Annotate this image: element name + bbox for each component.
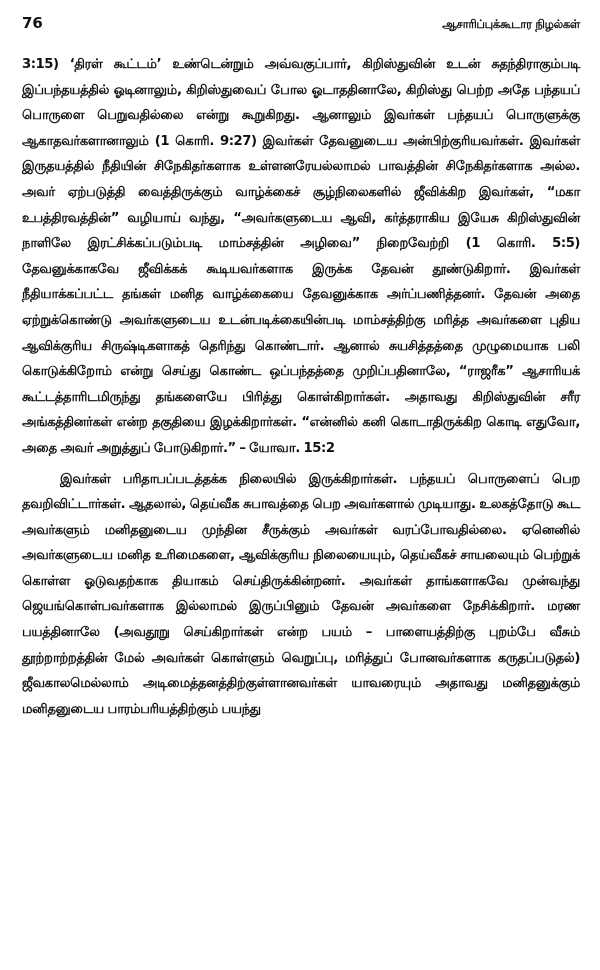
paragraph: இவர்கள் பரிதாபப்படத்தக்க நிலையில் இருக்கிறார்கள். பந்தயப் பொருளைப் பெற தவறிவிட்டார்கள். ஆதலால், தெய்வீக சுபாவத்தை பெற அவர்களால் முடியாது. உலகத்தோடு கூட அவர்களும் மனிதனுடைய முந்தின சீருக்கும் அவர்கள் வரப்போவதில்லை. ஏனெனில் அவர்களுடைய மனித உரிமைகளை, ஆவிக்குரிய நிலையையும், தெய்வீகச் சாயலையும் பெற்றுக் கொள்ள ஓடுவதற்காக தியாகம் செய்திருக்கின்றனர். அவர்கள் தாங்களாகவே முன்வந்து ஜெயங்கொள்பவர்களாக இல்லாமல் இருப்பினும் தேவன் அவர்களை நேசிக்கிறார். மரண பயத்தினாலே (அவதூறு செய்கிறார்கள் என்ற பயம் – பாளையத்திற்கு புறம்பே வீசும் தூற்றாற்றத்தின் மேல் அவர்கள் கொள்ளும் வெறுப்பு, மரித்துப் போனவர்களாக கருதப்படுதல்) ஜீவகாலமெல்லாம் அடிமைத்தனத்திற்குள்ளானவர்கள் யாவரையும் அதாவது மனிதனுக்கும் மனிதனுடைய பாரம்பரியத்திற்கும் பயந்து <box>22 471 580 717</box>
paragraph: 3:15) ‘திரள் கூட்டம்’ உண்டென்றும் அவ்வகுப்பார், கிறிஸ்துவின் உடன் சுதந்திராகும்படி இப்பந்தயத்தில் ஓடினாலும், கிறிஸ்துவைப் போல ஓடாததினாலே, கிறிஸ்து பெற்ற அதே பந்தயப் பொருளை பெறுவதில்லை என்று கூறுகிறது. ஆனாலும் இவர்கள் பந்தயப் பொருளுக்கு ஆகாதவர்களானாலும் (1 கொரி. 9:27) இவர்கள் தேவனுடைய அன்பிற்குரியவர்கள். இவர்கள் இருதயத்தில் நீதியின் சிநேகிதர்களாக உள்ளனரேயல்லாமல் பாவத்தின் சிநேகிதர்களாக அல்ல. அவர் ஏற்படுத்தி வைத்திருக்கும் வாழ்க்கைச் சூழ்நிலைகளில் ஜீவிக்கிற இவர்கள், “மகா உபத்திரவத்தின்” வழியாய் வந்து, “அவர்களுடைய ஆவி, கர்த்தராகிய இயேசு கிறிஸ்துவின் நாளிலே இரட்சிக்கப்படும்படி மாம்சத்தின் அழிவை” நிறைவேற்றி (1 கொரி. 5:5) தேவனுக்காகவே ஜீவிக்கக் கூடியவர்களாக இருக்க தேவன் தூண்டுகிறார். இவர்கள் நீதியாக்கப்பட்ட தங்கள் மனித வாழ்க்கையை தேவனுக்காக அர்ப்பணித்தனர். தேவன் அதை ஏற்றுக்கொண்டு அவர்களுடைய உடன்படிக்கையின்படி மாம்சத்திற்கு மரித்த அவர்களை புதிய ஆவிக்குரிய சிருஷ்டிகளாகத் தெரிந்து கொண்டார். ஆனால் சுயசித்தத்தை முழுமையாக பலி கொடுக்கிறோம் என்று செய்து கொண்ட ஒப்பந்தத்தை முறிப்பதினாலே, “ராஜரீக” ஆசாரியக் கூட்டத்தாரிடமிருந்து தங்களையே பிரித்து கொள்கிறார்கள். அதாவது கிறிஸ்துவின் சரீர அங்கத்தினர்கள் என்ற தகுதியை இழக்கிறார்கள். “என்னில் கனி கொடாதிருக்கிற கொடி எதுவோ, அதை அவர் அறுத்துப் போடுகிறார்.” – யோவா. 15:2 <box>22 57 580 456</box>
page-header <box>22 14 580 52</box>
page-number: 76 <box>22 14 43 32</box>
running-title: ஆசாரிப்புக்கூடார நிழல்கள் <box>442 17 580 31</box>
